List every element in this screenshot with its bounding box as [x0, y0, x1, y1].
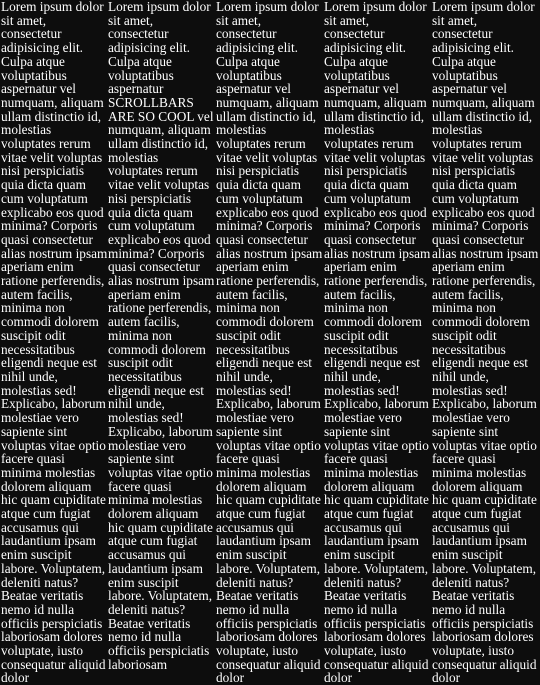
text-column-1[interactable]: [1, 0, 108, 685]
column-5-text: Lorem ipsum dolor sit amet, consectetur adipisicing elit. Culpa atque voluptatibus aspernatur vel numquam, aliquam ullam distinctio id, molestias voluptates rerum vitae velit voluptas nisi perspiciatis quia dicta quam cum voluptatum explicabo eos quod minima? Corporis quasi consectetur alias nostrum ipsam aperiam enim ratione perferendis, autem facilis, minima non commodi dolorem suscipit odit necessitatibus eligendi neque est nihil unde, molestias sed! Explicabo, laborum molestiae vero sapiente sint voluptas vitae optio facere quasi minima molestias dolorem aliquam hic quam cupiditate atque cum fugiat accusamus qui laudantium ipsam enim suscipit labore. Voluptatem, deleniti natus? Beatae veritatis nemo id nulla officiis perspiciatis laboriosam dolores voluptate, iusto consequatur aliquid dolor: [432, 0, 539, 685]
column-2-text: Lorem ipsum dolor sit amet, consectetur adipisicing elit. Culpa atque voluptatibus aspernatur SCROLLBARS ARE SO COOL vel numquam, aliquam ullam distinctio id, molestias voluptates rerum vitae velit voluptas nisi perspiciatis quia dicta quam cum voluptatum explicabo eos quod minima? Corporis quasi consectetur alias nostrum ipsam aperiam enim ratione perferendis, autem facilis, minima non commodi dolorem suscipit odit necessitatibus eligendi neque est nihil unde, molestias sed! Explicabo, laborum molestiae vero sapiente sint voluptas vitae optio facere quasi minima molestias dolorem aliquam hic quam cupiditate atque cum fugiat accusamus qui laudantium ipsam enim suscipit labore. Voluptatem, deleniti natus? Beatae veritatis nemo id nulla officiis perspiciatis laboriosam: [108, 0, 215, 672]
text-column-4[interactable]: [324, 0, 431, 685]
text-column-5[interactable]: [432, 0, 539, 685]
text-column-2[interactable]: [108, 0, 215, 672]
column-1-text: Lorem ipsum dolor sit amet, consectetur adipisicing elit. Culpa atque voluptatibus aspernatur vel numquam, aliquam ullam distinctio id, molestias voluptates rerum vitae velit voluptas nisi perspiciatis quia dicta quam cum voluptatum explicabo eos quod minima? Corporis quasi consectetur alias nostrum ipsam aperiam enim ratione perferendis, autem facilis, minima non commodi dolorem suscipit odit necessitatibus eligendi neque est nihil unde, molestias sed! Explicabo, laborum molestiae vero sapiente sint voluptas vitae optio facere quasi minima molestias dolorem aliquam hic quam cupiditate atque cum fugiat accusamus qui laudantium ipsam enim suscipit labore. Voluptatem, deleniti natus? Beatae veritatis nemo id nulla officiis perspiciatis laboriosam dolores voluptate, iusto consequatur aliquid dolor: [1, 0, 108, 685]
text-column-3[interactable]: [216, 0, 323, 685]
column-4-text: Lorem ipsum dolor sit amet, consectetur adipisicing elit. Culpa atque voluptatibus aspernatur vel numquam, aliquam ullam distinctio id, molestias voluptates rerum vitae velit voluptas nisi perspiciatis quia dicta quam cum voluptatum explicabo eos quod minima? Corporis quasi consectetur alias nostrum ipsam aperiam enim ratione perferendis, autem facilis, minima non commodi dolorem suscipit odit necessitatibus eligendi neque est nihil unde, molestias sed! Explicabo, laborum molestiae vero sapiente sint voluptas vitae optio facere quasi minima molestias dolorem aliquam hic quam cupiditate atque cum fugiat accusamus qui laudantium ipsam enim suscipit labore. Voluptatem, deleniti natus? Beatae veritatis nemo id nulla officiis perspiciatis laboriosam dolores voluptate, iusto consequatur aliquid dolor: [324, 0, 431, 685]
column-3-text: Lorem ipsum dolor sit amet, consectetur adipisicing elit. Culpa atque voluptatibus aspernatur vel numquam, aliquam ullam distinctio id, molestias voluptates rerum vitae velit voluptas nisi perspiciatis quia dicta quam cum voluptatum explicabo eos quod minima? Corporis quasi consectetur alias nostrum ipsam aperiam enim ratione perferendis, autem facilis, minima non commodi dolorem suscipit odit necessitatibus eligendi neque est nihil unde, molestias sed! Explicabo, laborum molestiae vero sapiente sint voluptas vitae optio facere quasi minima molestias dolorem aliquam hic quam cupiditate atque cum fugiat accusamus qui laudantium ipsam enim suscipit labore. Voluptatem, deleniti natus? Beatae veritatis nemo id nulla officiis perspiciatis laboriosam dolores voluptate, iusto consequatur aliquid dolor: [216, 0, 323, 685]
